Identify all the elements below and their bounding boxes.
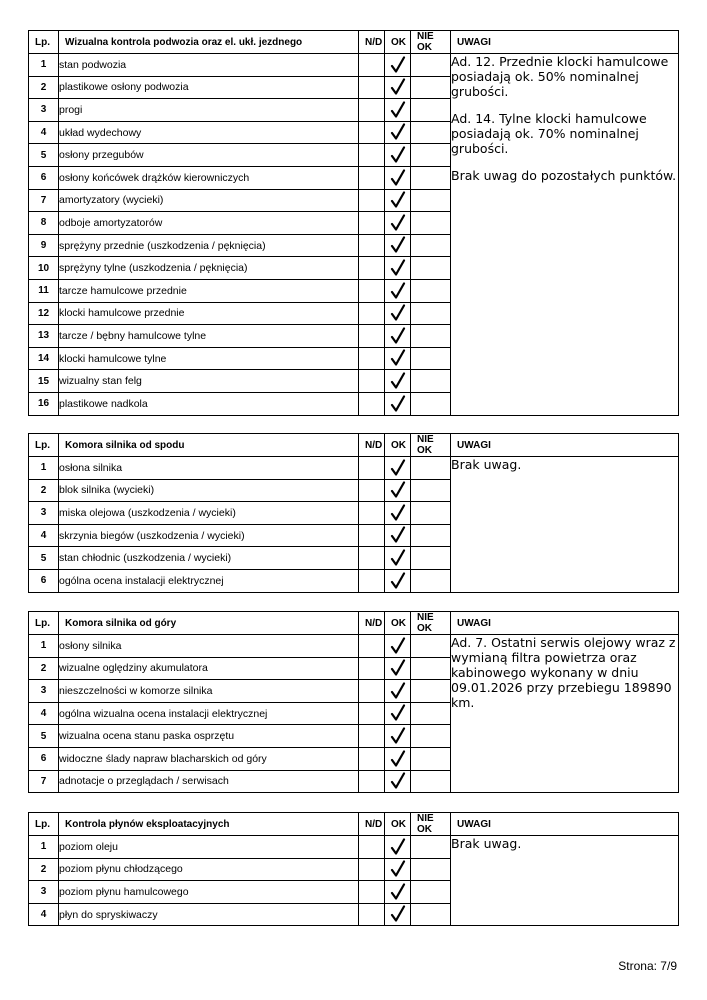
check-icon [390, 327, 406, 345]
notes-cell [451, 836, 679, 926]
nie-ok-cell [411, 302, 451, 325]
nd-cell [359, 347, 385, 370]
nd-cell [359, 212, 385, 235]
check-icon [390, 259, 406, 277]
check-icon [390, 191, 406, 209]
check-icon [390, 101, 406, 119]
check-icon [390, 395, 406, 413]
row-number: 6 [29, 166, 59, 189]
row-number: 9 [29, 234, 59, 257]
ok-cell [385, 212, 411, 235]
row-item-label: adnotacje o przeglądach / serwisach [59, 770, 359, 793]
header-nd: N/D [359, 813, 385, 836]
row-number: 4 [29, 903, 59, 926]
ok-cell [385, 881, 411, 904]
row-number: 8 [29, 212, 59, 235]
nie-ok-cell [411, 144, 451, 167]
header-title: Komora silnika od góry [59, 612, 359, 635]
header-nie-ok: NIE OK [411, 434, 451, 457]
ok-cell [385, 657, 411, 680]
notes-cell [451, 54, 679, 416]
nie-ok-cell [411, 325, 451, 348]
check-icon [390, 526, 406, 544]
check-icon [390, 860, 406, 878]
row-number: 3 [29, 881, 59, 904]
note-text: Brak uwag. [451, 457, 522, 472]
row-number: 7 [29, 189, 59, 212]
table-row [29, 836, 679, 859]
row-number: 1 [29, 836, 59, 859]
row-number: 5 [29, 547, 59, 570]
nd-cell [359, 836, 385, 859]
row-item-label: amortyzatory (wycieki) [59, 189, 359, 212]
header-ok: OK [385, 434, 411, 457]
ok-cell [385, 54, 411, 77]
check-icon [390, 349, 406, 367]
header-nd: N/D [359, 612, 385, 635]
inspection-table-engine-top [28, 611, 679, 793]
nie-ok-cell [411, 479, 451, 502]
row-number: 2 [29, 76, 59, 99]
ok-cell [385, 279, 411, 302]
check-icon [390, 236, 406, 254]
row-item-label: osłony końcówek drążków kierowniczych [59, 166, 359, 189]
check-icon [390, 682, 406, 700]
header-title: Komora silnika od spodu [59, 434, 359, 457]
ok-cell [385, 524, 411, 547]
nd-cell [359, 657, 385, 680]
ok-cell [385, 747, 411, 770]
row-item-label: płyn do spryskiwaczy [59, 903, 359, 926]
nie-ok-cell [411, 392, 451, 415]
check-icon [390, 905, 406, 923]
check-icon [390, 282, 406, 300]
ok-cell [385, 858, 411, 881]
header-lp: Lp. [29, 31, 59, 54]
row-number: 4 [29, 121, 59, 144]
check-icon [390, 459, 406, 477]
row-item-label: osłony silnika [59, 635, 359, 658]
row-item-label: plastikowe osłony podwozia [59, 76, 359, 99]
header-uwagi: UWAGI [451, 813, 679, 836]
nd-cell [359, 903, 385, 926]
nd-cell [359, 76, 385, 99]
nd-cell [359, 392, 385, 415]
header-ok: OK [385, 612, 411, 635]
header-uwagi: UWAGI [451, 31, 679, 54]
nie-ok-cell [411, 903, 451, 926]
ok-cell [385, 189, 411, 212]
check-icon [390, 838, 406, 856]
nd-cell [359, 770, 385, 793]
ok-cell [385, 725, 411, 748]
header-nie-ok: NIE OK [411, 31, 451, 54]
notes-cell [451, 635, 679, 793]
row-number: 2 [29, 657, 59, 680]
table-row [29, 457, 679, 480]
nie-ok-cell [411, 881, 451, 904]
nd-cell [359, 257, 385, 280]
ok-cell [385, 836, 411, 859]
note-text: Brak uwag. [451, 836, 522, 851]
header-title: Kontrola płynów eksploatacyjnych [59, 813, 359, 836]
ok-cell [385, 547, 411, 570]
nie-ok-cell [411, 121, 451, 144]
row-item-label: tarcze / bębny hamulcowe tylne [59, 325, 359, 348]
row-item-label: skrzynia biegów (uszkodzenia / wycieki) [59, 524, 359, 547]
row-number: 1 [29, 635, 59, 658]
nie-ok-cell [411, 547, 451, 570]
row-number: 11 [29, 279, 59, 302]
nie-ok-cell [411, 725, 451, 748]
row-number: 14 [29, 347, 59, 370]
ok-cell [385, 635, 411, 658]
ok-cell [385, 144, 411, 167]
nd-cell [359, 479, 385, 502]
table-row [29, 635, 679, 658]
nd-cell [359, 569, 385, 592]
nie-ok-cell [411, 257, 451, 280]
row-item-label: tarcze hamulcowe przednie [59, 279, 359, 302]
row-item-label: ogólna ocena instalacji elektrycznej [59, 569, 359, 592]
nd-cell [359, 121, 385, 144]
header-lp: Lp. [29, 612, 59, 635]
header-nie-ok: NIE OK [411, 612, 451, 635]
header-nie-ok: NIE OK [411, 813, 451, 836]
check-icon [390, 572, 406, 590]
header-lp: Lp. [29, 813, 59, 836]
nd-cell [359, 166, 385, 189]
nd-cell [359, 457, 385, 480]
note-text: Ad. 7. Ostatni serwis olejowy wraz z wymianą filtra powietrza oraz kabinowego wykonany w dniu 09.01.2026 przy przebiegu 189890 km. [451, 635, 676, 710]
nd-cell [359, 189, 385, 212]
row-item-label: osłona silnika [59, 457, 359, 480]
row-number: 5 [29, 725, 59, 748]
check-icon [390, 549, 406, 567]
ok-cell [385, 234, 411, 257]
nie-ok-cell [411, 166, 451, 189]
header-uwagi: UWAGI [451, 612, 679, 635]
nd-cell [359, 144, 385, 167]
inspection-table-engine-bottom [28, 433, 679, 593]
nie-ok-cell [411, 502, 451, 525]
nie-ok-cell [411, 212, 451, 235]
nie-ok-cell [411, 524, 451, 547]
row-number: 12 [29, 302, 59, 325]
nd-cell [359, 325, 385, 348]
nd-cell [359, 635, 385, 658]
note-text: Brak uwag do pozostałych punktów. [451, 168, 677, 183]
row-item-label: plastikowe nadkola [59, 392, 359, 415]
nd-cell [359, 54, 385, 77]
check-icon [390, 304, 406, 322]
table-row [29, 54, 679, 77]
nie-ok-cell [411, 189, 451, 212]
header-title: Wizualna kontrola podwozia oraz el. ukł. jezdnego [59, 31, 359, 54]
row-item-label: stan podwozia [59, 54, 359, 77]
ok-cell [385, 99, 411, 122]
row-item-label: osłony przegubów [59, 144, 359, 167]
check-icon [390, 772, 406, 790]
header-ok: OK [385, 813, 411, 836]
nd-cell [359, 370, 385, 393]
check-icon [390, 214, 406, 232]
row-item-label: wizualna ocena stanu paska osprzętu [59, 725, 359, 748]
check-icon [390, 123, 406, 141]
nie-ok-cell [411, 76, 451, 99]
row-item-label: poziom płynu chłodzącego [59, 858, 359, 881]
check-icon [390, 169, 406, 187]
nie-ok-cell [411, 279, 451, 302]
nd-cell [359, 858, 385, 881]
check-icon [390, 637, 406, 655]
nd-cell [359, 279, 385, 302]
ok-cell [385, 302, 411, 325]
ok-cell [385, 347, 411, 370]
ok-cell [385, 370, 411, 393]
ok-cell [385, 702, 411, 725]
row-item-label: wizualny stan felg [59, 370, 359, 393]
ok-cell [385, 325, 411, 348]
row-number: 3 [29, 99, 59, 122]
row-number: 4 [29, 702, 59, 725]
ok-cell [385, 479, 411, 502]
check-icon [390, 56, 406, 74]
header-lp: Lp. [29, 434, 59, 457]
check-icon [390, 659, 406, 677]
row-item-label: progi [59, 99, 359, 122]
nd-cell [359, 234, 385, 257]
inspection-table-undercarriage [28, 30, 679, 416]
nie-ok-cell [411, 770, 451, 793]
note-text: Ad. 12. Przednie klocki hamulcowe posiadają ok. 50% nominalnej grubości. [451, 54, 669, 99]
row-number: 13 [29, 325, 59, 348]
nd-cell [359, 702, 385, 725]
check-icon [390, 750, 406, 768]
nie-ok-cell [411, 657, 451, 680]
nie-ok-cell [411, 347, 451, 370]
row-item-label: sprężyny przednie (uszkodzenia / pęknięcia) [59, 234, 359, 257]
ok-cell [385, 770, 411, 793]
notes-cell [451, 457, 679, 593]
nd-cell [359, 99, 385, 122]
row-number: 7 [29, 770, 59, 793]
check-icon [390, 481, 406, 499]
check-icon [390, 372, 406, 390]
page-number: Strona: 7/9 [618, 959, 677, 973]
nie-ok-cell [411, 234, 451, 257]
row-number: 6 [29, 569, 59, 592]
header-uwagi: UWAGI [451, 434, 679, 457]
nd-cell [359, 502, 385, 525]
nie-ok-cell [411, 370, 451, 393]
row-number: 2 [29, 858, 59, 881]
row-item-label: poziom oleju [59, 836, 359, 859]
row-number: 2 [29, 479, 59, 502]
check-icon [390, 146, 406, 164]
ok-cell [385, 392, 411, 415]
row-number: 3 [29, 680, 59, 703]
row-item-label: ogólna wizualna ocena instalacji elektrycznej [59, 702, 359, 725]
header-ok: OK [385, 31, 411, 54]
row-item-label: stan chłodnic (uszkodzenia / wycieki) [59, 547, 359, 570]
header-nd: N/D [359, 434, 385, 457]
row-number: 10 [29, 257, 59, 280]
inspection-table-fluids [28, 812, 679, 926]
row-number: 6 [29, 747, 59, 770]
row-item-label: układ wydechowy [59, 121, 359, 144]
row-item-label: klocki hamulcowe przednie [59, 302, 359, 325]
row-number: 3 [29, 502, 59, 525]
nie-ok-cell [411, 702, 451, 725]
nd-cell [359, 881, 385, 904]
check-icon [390, 727, 406, 745]
row-item-label: wizualne oględziny akumulatora [59, 657, 359, 680]
ok-cell [385, 502, 411, 525]
row-number: 1 [29, 54, 59, 77]
check-icon [390, 883, 406, 901]
row-item-label: poziom płynu hamulcowego [59, 881, 359, 904]
row-item-label: odboje amortyzatorów [59, 212, 359, 235]
ok-cell [385, 457, 411, 480]
nie-ok-cell [411, 858, 451, 881]
ok-cell [385, 680, 411, 703]
row-item-label: widoczne ślady napraw blacharskich od góry [59, 747, 359, 770]
check-icon [390, 78, 406, 96]
nie-ok-cell [411, 569, 451, 592]
nd-cell [359, 747, 385, 770]
nie-ok-cell [411, 54, 451, 77]
row-number: 4 [29, 524, 59, 547]
nie-ok-cell [411, 836, 451, 859]
row-item-label: blok silnika (wycieki) [59, 479, 359, 502]
nie-ok-cell [411, 99, 451, 122]
check-icon [390, 504, 406, 522]
nie-ok-cell [411, 747, 451, 770]
row-item-label: miska olejowa (uszkodzenia / wycieki) [59, 502, 359, 525]
ok-cell [385, 166, 411, 189]
check-icon [390, 704, 406, 722]
row-number: 1 [29, 457, 59, 480]
ok-cell [385, 903, 411, 926]
row-number: 15 [29, 370, 59, 393]
row-number: 16 [29, 392, 59, 415]
nie-ok-cell [411, 680, 451, 703]
nie-ok-cell [411, 635, 451, 658]
nd-cell [359, 302, 385, 325]
ok-cell [385, 569, 411, 592]
row-number: 5 [29, 144, 59, 167]
nd-cell [359, 524, 385, 547]
header-nd: N/D [359, 31, 385, 54]
nie-ok-cell [411, 457, 451, 480]
row-item-label: nieszczelności w komorze silnika [59, 680, 359, 703]
row-item-label: sprężyny tylne (uszkodzenia / pęknięcia) [59, 257, 359, 280]
ok-cell [385, 257, 411, 280]
row-item-label: klocki hamulcowe tylne [59, 347, 359, 370]
note-text: Ad. 14. Tylne klocki hamulcowe posiadają ok. 70% nominalnej grubości. [451, 111, 647, 156]
ok-cell [385, 121, 411, 144]
nd-cell [359, 725, 385, 748]
nd-cell [359, 547, 385, 570]
ok-cell [385, 76, 411, 99]
nd-cell [359, 680, 385, 703]
